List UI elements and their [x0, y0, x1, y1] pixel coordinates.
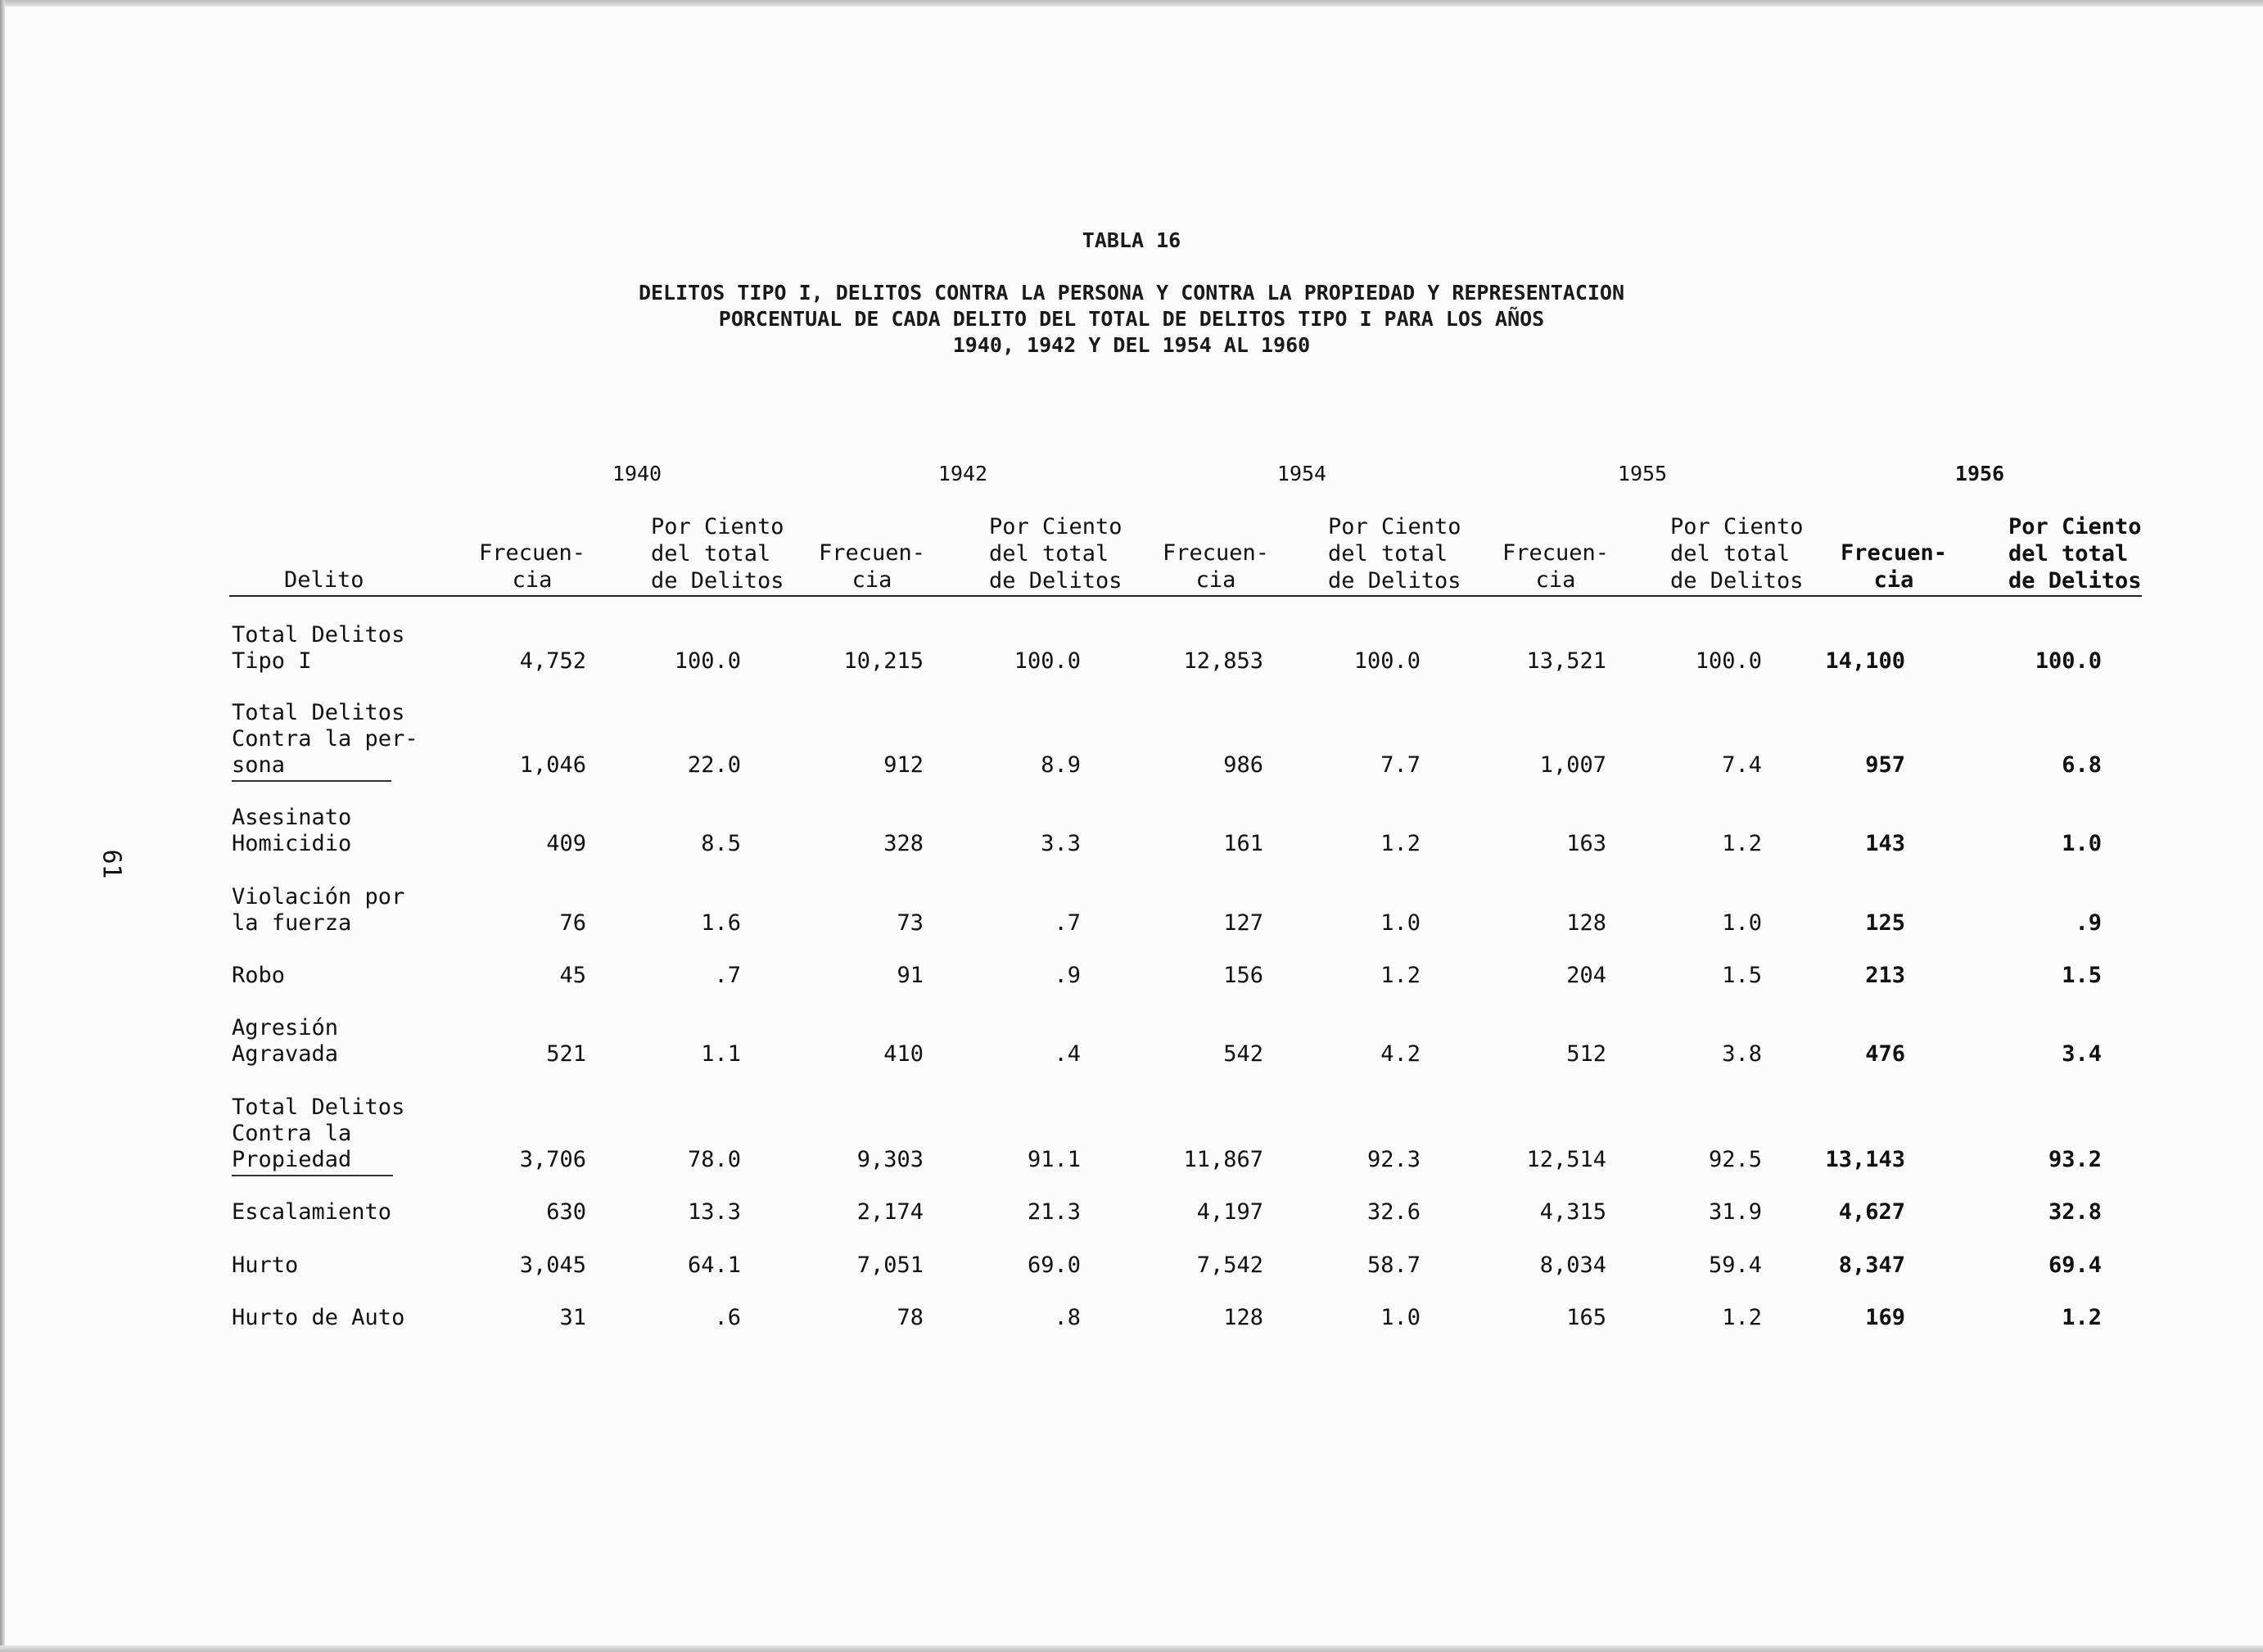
frecuencia-header [1486, 539, 1625, 594]
frecuencia-cell: 8,347 [1838, 1253, 1905, 1278]
por-ciento-cell: 91.1 [1027, 1147, 1081, 1172]
year-heading-1954: 1954 [1276, 462, 1327, 485]
frecuencia-cell: 128 [1566, 910, 1606, 936]
por-ciento-header [1670, 513, 1834, 594]
por-ciento-cell: 31.9 [1708, 1199, 1762, 1225]
frecuencia-header-line: Frecuen- [1840, 540, 1948, 566]
por-ciento-cell: 69.4 [2048, 1253, 2102, 1278]
por-ciento-header-line: del total [989, 541, 1109, 566]
por-ciento-cell: .7 [714, 963, 741, 988]
frecuencia-cell: 125 [1865, 910, 1905, 936]
frecuencia-cell: 45 [559, 963, 586, 988]
frecuencia-cell: 7,542 [1196, 1253, 1263, 1278]
por-ciento-cell: 100.0 [1353, 648, 1421, 674]
frecuencia-cell: 128 [1223, 1305, 1263, 1330]
por-ciento-cell: 92.3 [1366, 1147, 1421, 1172]
frecuencia-cell: 165 [1566, 1305, 1606, 1330]
row-label-line: Hurto [232, 1253, 299, 1278]
por-ciento-cell: .6 [714, 1305, 741, 1330]
row-label-underline [232, 780, 391, 782]
frecuencia-cell: 13,521 [1526, 648, 1606, 674]
year-heading-1940: 1940 [612, 462, 662, 485]
frecuencia-cell: 542 [1223, 1041, 1263, 1067]
por-ciento-cell: 1.0 [1722, 910, 1762, 936]
table-subtitle-line-3: 1940, 1942 Y DEL 1954 AL 1960 [952, 333, 1311, 357]
frecuencia-cell: 91 [897, 963, 924, 988]
frecuencia-cell: 4,627 [1838, 1199, 1905, 1225]
por-ciento-cell: 32.8 [2048, 1199, 2102, 1225]
frecuencia-cell: 12,853 [1183, 648, 1263, 674]
frecuencia-cell: 912 [883, 752, 924, 778]
frecuencia-cell: 3,706 [519, 1147, 586, 1172]
frecuencia-header-line: cia [1195, 567, 1236, 593]
frecuencia-cell: 1,046 [519, 752, 586, 778]
scan-edge-top [0, 0, 2263, 7]
frecuencia-cell: 328 [883, 831, 924, 856]
delito-header: Delito [284, 567, 364, 593]
frecuencia-cell: 78 [897, 1305, 924, 1330]
frecuencia-cell: 161 [1223, 831, 1263, 856]
por-ciento-cell: 21.3 [1027, 1199, 1081, 1225]
por-ciento-cell: 93.2 [2048, 1147, 2102, 1172]
frecuencia-header-line: cia [851, 567, 892, 593]
frecuencia-header [1824, 539, 1963, 594]
frecuencia-cell: 73 [897, 910, 924, 936]
row-label-line: Violación por [232, 884, 405, 910]
scan-edge-bottom [0, 1645, 2263, 1652]
frecuencia-header [463, 539, 602, 594]
por-ciento-header-line: de Delitos [1670, 568, 1804, 594]
por-ciento-cell: 1.2 [1380, 831, 1421, 856]
por-ciento-cell: .9 [1054, 963, 1081, 988]
por-ciento-cell: 64.1 [687, 1253, 741, 1278]
frecuencia-cell: 630 [546, 1199, 586, 1225]
por-ciento-cell: 8.5 [701, 831, 741, 856]
por-ciento-cell: 100.0 [1695, 648, 1762, 674]
por-ciento-cell: 1.1 [701, 1041, 741, 1067]
row-label-line: Contra la [232, 1121, 352, 1146]
por-ciento-header-line: de Delitos [2008, 568, 2142, 594]
frecuencia-cell: 143 [1865, 831, 1905, 856]
table-subtitle-line-2: PORCENTUAL DE CADA DELITO DEL TOTAL DE DELITOS TIPO I PARA LOS AÑOS [718, 307, 1545, 331]
por-ciento-cell: 59.4 [1708, 1253, 1762, 1278]
por-ciento-cell: 3.8 [1722, 1041, 1762, 1067]
frecuencia-cell: 4,197 [1196, 1199, 1263, 1225]
por-ciento-cell: 78.0 [687, 1147, 741, 1172]
frecuencia-cell: 163 [1566, 831, 1606, 856]
por-ciento-cell: 32.6 [1366, 1199, 1421, 1225]
por-ciento-cell: 1.5 [2062, 963, 2102, 988]
row-label-underline [232, 1175, 393, 1176]
por-ciento-header-line: del total [1670, 541, 1791, 566]
por-ciento-cell: 1.2 [1380, 963, 1421, 988]
por-ciento-cell: 1.0 [1380, 910, 1421, 936]
por-ciento-cell: 6.8 [2062, 752, 2102, 778]
frecuencia-cell: 11,867 [1183, 1147, 1263, 1172]
por-ciento-cell: 58.7 [1366, 1253, 1421, 1278]
frecuencia-cell: 169 [1865, 1305, 1905, 1330]
frecuencia-cell: 3,045 [519, 1253, 586, 1278]
frecuencia-cell: 409 [546, 831, 586, 856]
frecuencia-cell: 14,100 [1825, 648, 1905, 674]
por-ciento-cell: .4 [1054, 1041, 1081, 1067]
year-heading-1942: 1942 [937, 462, 988, 485]
year-heading-1956: 1956 [1954, 462, 2005, 485]
por-ciento-header [651, 513, 815, 594]
por-ciento-header-line: de Delitos [1328, 568, 1461, 594]
row-label-line: Hurto de Auto [232, 1305, 405, 1330]
por-ciento-header-line: del total [651, 541, 771, 566]
frecuencia-cell: 4,315 [1539, 1199, 1606, 1225]
frecuencia-cell: 10,215 [843, 648, 924, 674]
por-ciento-cell: 7.7 [1380, 752, 1421, 778]
por-ciento-header-line: Por Ciento [651, 514, 784, 539]
por-ciento-cell: .9 [2075, 910, 2102, 936]
por-ciento-cell: 100.0 [674, 648, 741, 674]
por-ciento-cell: 1.2 [1722, 831, 1762, 856]
table-subtitle-line-1: DELITOS TIPO I, DELITOS CONTRA LA PERSONA Y CONTRA LA PROPIEDAD Y REPRESENTACION [638, 281, 1625, 305]
row-label-line: Agravada [232, 1041, 339, 1067]
por-ciento-cell: 4.2 [1380, 1041, 1421, 1067]
page-number: 61 [97, 849, 126, 879]
por-ciento-cell: 1.0 [1380, 1305, 1421, 1330]
por-ciento-header-line: del total [2008, 541, 2129, 566]
row-label-line: Total Delitos [232, 700, 405, 725]
frecuencia-cell: 156 [1223, 963, 1263, 988]
por-ciento-header-line: del total [1328, 541, 1448, 566]
por-ciento-header-line: de Delitos [651, 568, 784, 594]
por-ciento-cell: 92.5 [1708, 1147, 1762, 1172]
frecuencia-cell: 8,034 [1539, 1253, 1606, 1278]
frecuencia-cell: 213 [1865, 963, 1905, 988]
frecuencia-cell: 4,752 [519, 648, 586, 674]
por-ciento-cell: 22.0 [687, 752, 741, 778]
row-label-line: Asesinato [232, 805, 352, 830]
por-ciento-header [2008, 513, 2172, 594]
frecuencia-cell: 12,514 [1526, 1147, 1606, 1172]
frecuencia-cell: 9,303 [856, 1147, 924, 1172]
por-ciento-cell: 1.5 [1722, 963, 1762, 988]
frecuencia-cell: 521 [546, 1041, 586, 1067]
frecuencia-header-line: cia [1535, 567, 1576, 593]
year-heading-1955: 1955 [1617, 462, 1668, 485]
por-ciento-cell: 8.9 [1041, 752, 1081, 778]
por-ciento-cell: 100.0 [1014, 648, 1081, 674]
por-ciento-header-line: Por Ciento [2008, 514, 2142, 539]
por-ciento-cell: .7 [1054, 910, 1081, 936]
row-label-line: Contra la per- [232, 726, 418, 752]
frecuencia-header-line: Frecuen- [818, 540, 926, 566]
por-ciento-header-line: de Delitos [989, 568, 1122, 594]
por-ciento-cell: 7.4 [1722, 752, 1762, 778]
frecuencia-cell: 2,174 [856, 1199, 924, 1225]
row-label-line: Total Delitos [232, 1095, 405, 1120]
frecuencia-cell: 957 [1865, 752, 1905, 778]
frecuencia-header-line: cia [1873, 567, 1914, 593]
por-ciento-header-line: Por Ciento [1328, 514, 1461, 539]
por-ciento-header-line: Por Ciento [1670, 514, 1804, 539]
por-ciento-cell: 3.3 [1041, 831, 1081, 856]
por-ciento-header-line: Por Ciento [989, 514, 1122, 539]
frecuencia-cell: 76 [559, 910, 586, 936]
por-ciento-header [989, 513, 1153, 594]
por-ciento-cell: 100.0 [2035, 648, 2102, 674]
por-ciento-cell: 1.0 [2062, 831, 2102, 856]
por-ciento-cell: 69.0 [1027, 1253, 1081, 1278]
header-rule [229, 595, 2142, 597]
frecuencia-cell: 31 [559, 1305, 586, 1330]
row-label-line: Robo [232, 963, 286, 988]
frecuencia-header [1146, 539, 1285, 594]
por-ciento-header [1328, 513, 1492, 594]
row-label-line: Propiedad [232, 1147, 352, 1172]
frecuencia-cell: 410 [883, 1041, 924, 1067]
frecuencia-cell: 1,007 [1539, 752, 1606, 778]
row-label-line: Escalamiento [232, 1199, 392, 1225]
por-ciento-cell: 1.6 [701, 910, 741, 936]
frecuencia-header [802, 539, 942, 594]
frecuencia-cell: 986 [1223, 752, 1263, 778]
frecuencia-cell: 204 [1566, 963, 1606, 988]
table-label: TABLA 16 [1082, 228, 1181, 252]
row-label-line: sona [232, 752, 286, 778]
por-ciento-cell: .8 [1054, 1305, 1081, 1330]
row-label-line: Homicidio [232, 831, 352, 856]
frecuencia-header-line: Frecuen- [1502, 540, 1610, 566]
frecuencia-header-line: Frecuen- [478, 540, 586, 566]
frecuencia-header-line: cia [512, 567, 553, 593]
por-ciento-cell: 13.3 [687, 1199, 741, 1225]
row-label-line: Tipo I [232, 648, 312, 674]
frecuencia-cell: 7,051 [856, 1253, 924, 1278]
frecuencia-header-line: Frecuen- [1162, 540, 1270, 566]
frecuencia-cell: 512 [1566, 1041, 1606, 1067]
frecuencia-cell: 476 [1865, 1041, 1905, 1067]
frecuencia-cell: 127 [1223, 910, 1263, 936]
frecuencia-cell: 13,143 [1825, 1147, 1905, 1172]
row-label-line: Agresión [232, 1015, 339, 1040]
por-ciento-cell: 3.4 [2062, 1041, 2102, 1067]
por-ciento-cell: 1.2 [1722, 1305, 1762, 1330]
row-label-line: la fuerza [232, 910, 352, 936]
row-label-line: Total Delitos [232, 622, 405, 648]
por-ciento-cell: 1.2 [2062, 1305, 2102, 1330]
